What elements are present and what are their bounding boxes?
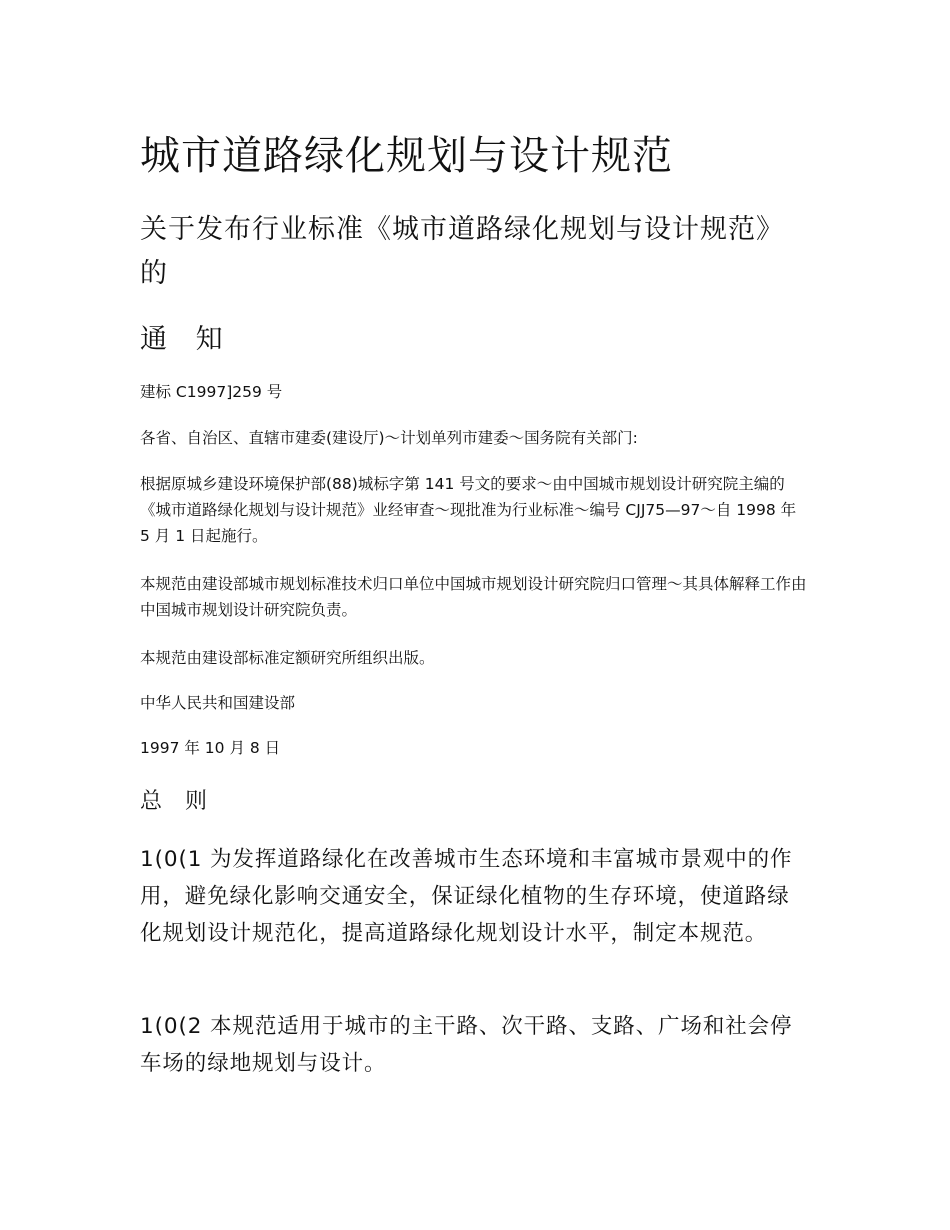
document-title: 城市道路绿化规划与设计规范 — [140, 133, 673, 179]
notice-paragraph-management: 本规范由建设部城市规划标准技术归口单位中国城市规划设计研究院归口管理～其具体解释工作由中国城市规划设计研究院负责。 — [140, 575, 807, 619]
clause-1-0-1: 1(0(1 为发挥道路绿化在改善城市生态环境和丰富城市景观中的作用，避免绿化影响交通安全，保证绿化植物的生存环境，使道路绿化规划设计规范化，提高道路绿化规划设计水平，制定本规范。 — [140, 847, 793, 946]
addressees-line: 各省、自治区、直辖市建委(建设厅)～计划单列市建委～国务院有关部门: — [140, 429, 638, 447]
issue-date: 1997 年 10 月 8 日 — [140, 739, 281, 757]
notice-heading: 通 知 — [140, 324, 233, 355]
notice-paragraph-approval: 根据原城乡建设环境保护部(88)城标字第 141 号文的要求～由中国城市规划设计研究院主编的《城市道路绿化规划与设计规范》业经审查～现批准为行业标准～编号 CJJ75—97～自 1998 年 5 月 1 日起施行。 — [140, 475, 797, 545]
notice-paragraph-publishing: 本规范由建设部标准定额研究所组织出版。 — [140, 649, 435, 667]
section-heading-general: 总 则 — [140, 789, 215, 814]
document-number: 建标 C1997]259 号 — [140, 383, 283, 401]
clause-1-0-2: 1(0(2 本规范适用于城市的主干路、次干路、支路、广场和社会停车场的绿地规划与设计。 — [140, 1014, 793, 1076]
issuer-name: 中华人民共和国建设部 — [140, 694, 296, 712]
notice-subtitle: 关于发布行业标准《城市道路绿化规划与设计规范》的 — [140, 214, 784, 289]
